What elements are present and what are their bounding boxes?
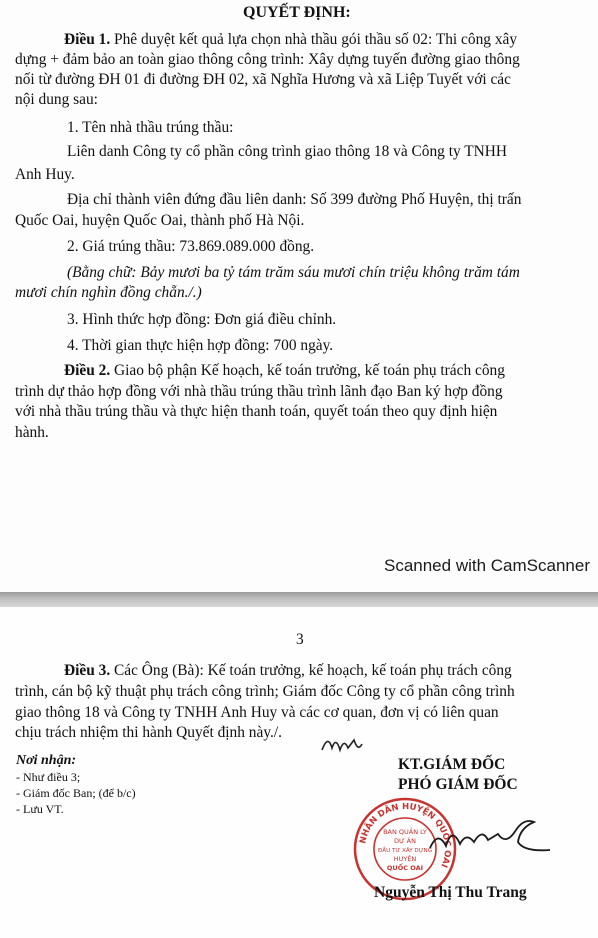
decision-heading: QUYẾT ĐỊNH: (243, 4, 351, 21)
recipient-item: - Giám đốc Ban; (để b/c) (16, 786, 136, 800)
article-3-line-2: trình, cán bộ kỹ thuật phụ trách công trình; Giám đốc Công ty cổ phần công trình (15, 683, 515, 700)
address-line-2: Quốc Oai, huyện Quốc Oai, thành phố Hà Nội. (15, 212, 305, 229)
price-in-words-line-1: (Bằng chữ: Bảy mươi ba tỷ tám trăm sáu mươi chín triệu không trăm tám (67, 264, 520, 281)
signer-title-1: KT.GIÁM ĐỐC (398, 756, 506, 773)
article-2-line-2: trình dự thảo hợp đồng với nhà thầu trúng thầu trình lãnh đạo Ban ký hợp đồng (15, 383, 503, 400)
recipients-title: Nơi nhận: (16, 753, 77, 768)
article-2-line-1: Điều 2. Giao bộ phận Kế hoạch, kế toán trưởng, kế toán phụ trách công (64, 362, 505, 379)
svg-text:HUYỆN: HUYỆN (393, 855, 417, 863)
article-2-label: Điều 2. (64, 362, 111, 379)
article-2-line-3: với nhà thầu trúng thầu và thực hiện thanh toán, quyết toán theo quy định hiện (15, 403, 498, 420)
signer-title-2: PHÓ GIÁM ĐỐC (398, 776, 518, 793)
item-2-price: 2. Giá trúng thầu: 73.869.089.000 đồng. (67, 238, 315, 255)
article-2-line-4: hành. (15, 424, 49, 441)
svg-text:BAN QUẢN LÝ: BAN QUẢN LÝ (383, 828, 427, 836)
recipient-item: - Lưu VT. (16, 802, 64, 816)
article-1-line-3: nối từ đường ĐH 01 đi đường ĐH 02, xã Nghĩa Hương và xã Liệp Tuyết với các (15, 71, 511, 88)
initial-signature-mark (318, 730, 366, 758)
article-3-label: Điều 3. (64, 662, 111, 679)
price-in-words-line-2: mươi chín nghìn đồng chẵn./.) (15, 284, 202, 301)
svg-text:NHÂN DÂN HUYỆN QUỐC OAI: NHÂN DÂN HUYỆN QUỐC OAI (358, 801, 453, 869)
article-1-line-1: Điều 1. Phê duyệt kết quả lựa chọn nhà thầu gói thầu số 02: Thi công xây (64, 31, 518, 48)
svg-text:DỰ ÁN: DỰ ÁN (394, 837, 416, 845)
item-4-duration: 4. Thời gian thực hiện hợp đồng: 700 ngày. (67, 337, 334, 354)
article-3-line-1: Điều 3. Các Ông (Bà): Kế toán trưởng, kế hoạch, kế toán phụ trách công (64, 662, 512, 679)
signer-name: Nguyễn Thị Thu Trang (374, 884, 527, 901)
item-1-title: 1. Tên nhà thầu trúng thầu: (67, 119, 234, 136)
winner-line-1: Liên danh Công ty cổ phần công trình giao thông 18 và Công ty TNHH (67, 143, 508, 160)
camscanner-watermark: Scanned with CamScanner (383, 556, 590, 575)
page-number: 3 (296, 631, 304, 648)
article-1-label: Điều 1. (64, 31, 111, 48)
page-divider (0, 592, 598, 607)
address-line-1: Địa chỉ thành viên đứng đầu liên danh: Số 399 đường Phố Huyện, thị trấn (67, 191, 522, 208)
recipient-item: - Như điều 3; (16, 770, 81, 784)
winner-line-2: Anh Huy. (15, 166, 75, 183)
svg-text:ĐẦU TƯ XÂY DỰNG: ĐẦU TƯ XÂY DỰNG (377, 848, 433, 854)
article-3-line-4: chịu trách nhiệm thi hành Quyết định này./. (15, 724, 282, 741)
handwritten-signature (424, 808, 554, 864)
item-3-contract-type: 3. Hình thức hợp đồng: Đơn giá điều chỉnh. (67, 311, 337, 328)
svg-text:QUỐC OAI: QUỐC OAI (386, 864, 424, 872)
article-3-line-3: giao thông 18 và Công ty TNHH Anh Huy và các cơ quan, đơn vị có liên quan (15, 704, 499, 721)
article-1-line-4: nội dung sau: (15, 91, 98, 108)
article-1-line-2: dựng + đảm bảo an toàn giao thông công trình: Xây dựng tuyến đường giao thông (15, 51, 520, 68)
